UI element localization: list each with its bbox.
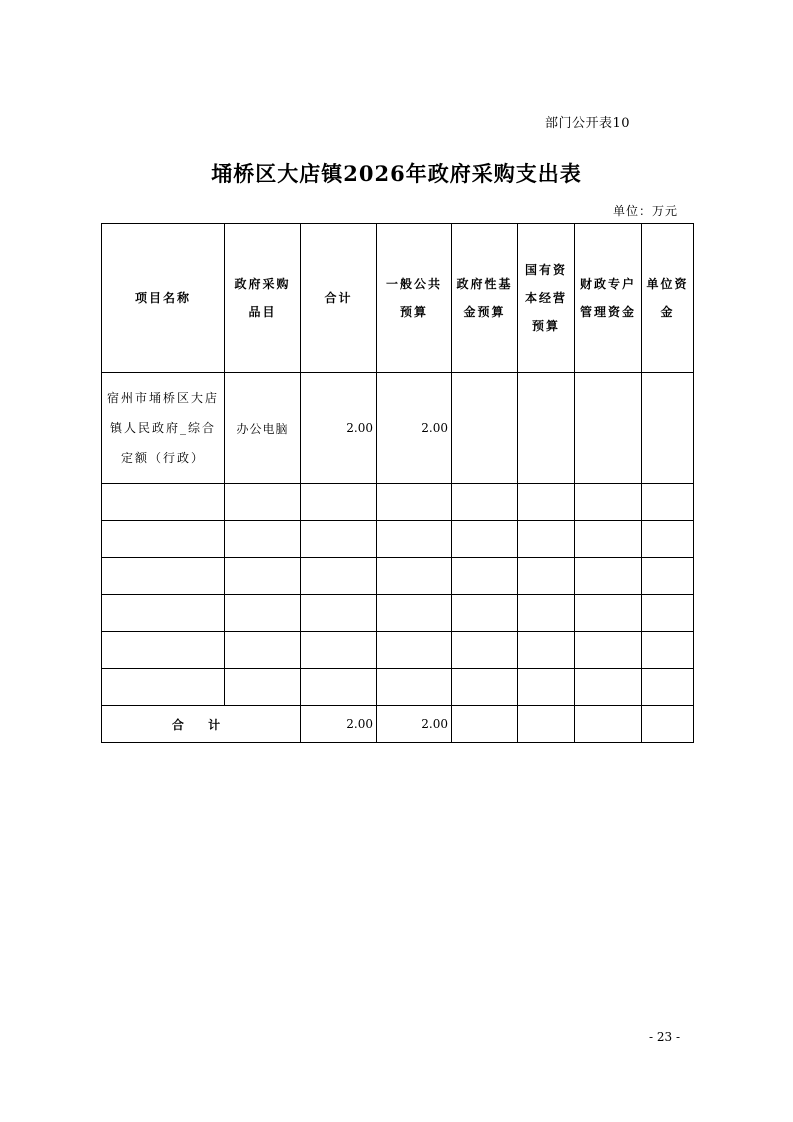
procurement-table	[101, 223, 694, 743]
unit-label: 单位：万元	[612, 204, 678, 218]
empty-row	[102, 632, 694, 669]
empty-row	[102, 521, 694, 558]
cell-unit-funds	[642, 373, 694, 484]
cell-procurement-item: 办公电脑	[225, 373, 301, 484]
empty-row	[102, 595, 694, 632]
header-procurement-item: 政府采购品目	[225, 224, 301, 373]
page-title: 埇桥区大店镇2026年政府采购支出表	[211, 161, 582, 186]
header-total: 合计	[301, 224, 377, 373]
table-row	[102, 373, 694, 484]
page-number: - 23 -	[648, 1030, 680, 1044]
total-state-capital	[518, 706, 575, 743]
header-unit-funds: 单位资金	[642, 224, 694, 373]
empty-row	[102, 484, 694, 521]
header-special-account: 财政专户管理资金	[575, 224, 642, 373]
total-row	[102, 706, 694, 743]
empty-row	[102, 558, 694, 595]
table-header-row	[102, 224, 694, 373]
header-state-capital: 国有资本经营预算	[518, 224, 575, 373]
total-sum: 2.00	[301, 706, 377, 743]
cell-state-capital	[518, 373, 575, 484]
total-special-account	[575, 706, 642, 743]
cell-special-account	[575, 373, 642, 484]
cell-gov-fund	[452, 373, 518, 484]
total-unit-funds	[642, 706, 694, 743]
header-gov-fund: 政府性基金预算	[452, 224, 518, 373]
total-gov-fund	[452, 706, 518, 743]
document-code: 部门公开表10	[544, 116, 630, 131]
empty-row	[102, 669, 694, 706]
cell-project-name: 宿州市埇桥区大店镇人民政府_综合定额（行政）	[102, 373, 225, 484]
cell-total: 2.00	[301, 373, 377, 484]
cell-general-budget: 2.00	[377, 373, 452, 484]
total-label: 合 计	[102, 706, 301, 743]
header-general-budget: 一般公共预算	[377, 224, 452, 373]
header-project-name: 项目名称	[102, 224, 225, 373]
total-general-budget: 2.00	[377, 706, 452, 743]
